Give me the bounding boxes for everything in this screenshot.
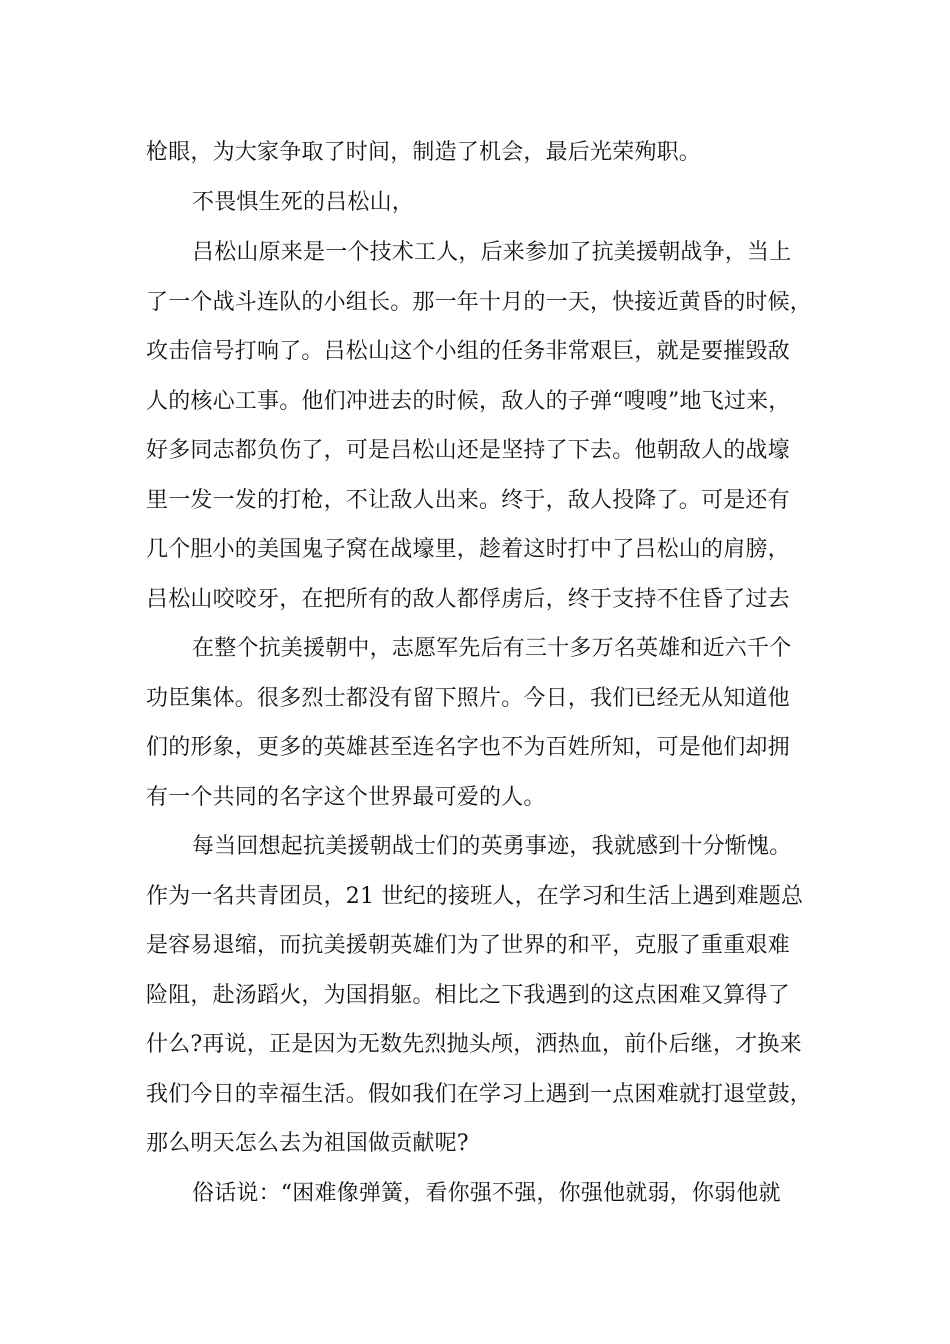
paragraph-5-line-7: 那么明天怎么去为祖国做贡献呢? <box>146 1131 469 1156</box>
paragraph-3-line-1: 吕松山原来是一个技术工人，后来参加了抗美援朝战争，当上 <box>192 240 792 265</box>
paragraph-4-line-4: 有一个共同的名字这个世界最可爱的人。 <box>146 785 546 810</box>
paragraph-5-line-5: 什么?再说，正是因为无数先烈抛头颅，洒热血，前仆后继，才换来 <box>146 1032 802 1057</box>
paragraph-5-line-2: 作为一名共青团员，21 世纪的接班人，在学习和生活上遇到难题总 <box>146 884 804 909</box>
paragraph-4-line-1: 在整个抗美援朝中，志愿军先后有三十多万名英雄和近六千个 <box>192 636 792 661</box>
paragraph-5-line-3: 是容易退缩，而抗美援朝英雄们为了世界的和平，克服了重重艰难 <box>146 933 790 958</box>
paragraph-3-line-8: 吕松山咬咬牙，在把所有的敌人都俘虏后，终于支持不住昏了过去 <box>146 587 790 612</box>
paragraph-2-line-1: 不畏惧生死的吕松山， <box>192 190 415 215</box>
paragraph-4-line-3: 们的形象，更多的英雄甚至连名字也不为百姓所知，可是他们却拥 <box>146 735 790 760</box>
paragraph-3-line-3: 攻击信号打响了。吕松山这个小组的任务非常艰巨，就是要摧毁敌 <box>146 339 790 364</box>
paragraph-1-line-1: 枪眼，为大家争取了时间，制造了机会，最后光荣殉职。 <box>146 140 702 165</box>
paragraph-5-line-6: 我们今日的幸福生活。假如我们在学习上遇到一点困难就打退堂鼓， <box>146 1082 813 1107</box>
paragraph-6-line-1: 俗话说：“困难像弹簧，看你强不强，你强他就弱，你弱他就 <box>192 1181 781 1206</box>
paragraph-3-line-7: 几个胆小的美国鬼子窝在战壕里，趁着这时打中了吕松山的肩膀， <box>146 537 790 562</box>
paragraph-3-line-2: 了一个战斗连队的小组长。那一年十月的一天，快接近黄昏的时候， <box>146 290 813 315</box>
paragraph-5-line-1: 每当回想起抗美援朝战士们的英勇事迹，我就感到十分惭愧。 <box>192 834 792 859</box>
paragraph-3-line-4: 人的核心工事。他们冲进去的时候，敌人的子弹“嗖嗖”地飞过来， <box>146 389 791 414</box>
paragraph-3-line-5: 好多同志都负伤了，可是吕松山还是坚持了下去。他朝敌人的战壕 <box>146 438 790 463</box>
paragraph-5-line-4: 险阻，赴汤蹈火，为国捐躯。相比之下我遇到的这点困难又算得了 <box>146 983 790 1008</box>
paragraph-3-line-6: 里一发一发的打枪，不让敌人出来。终于，敌人投降了。可是还有 <box>146 488 790 513</box>
paragraph-4-line-2: 功臣集体。很多烈士都没有留下照片。今日，我们已经无从知道他 <box>146 686 790 711</box>
